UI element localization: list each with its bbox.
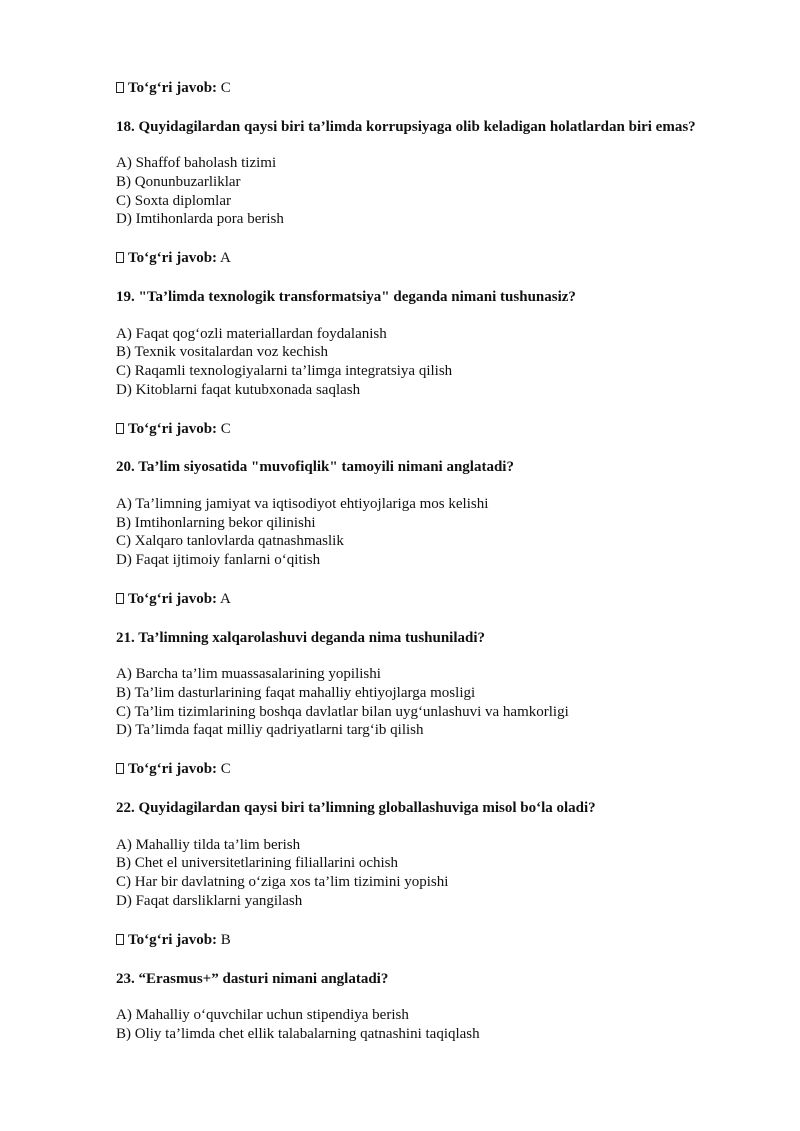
option-item: C) Soxta diplomlar	[116, 192, 231, 209]
answer-label: To‘g‘ri javob:	[128, 250, 218, 267]
answer-line	[116, 590, 756, 609]
checkbox-icon	[116, 763, 124, 774]
answer-line	[116, 931, 756, 950]
answer-label: To‘g‘ri javob:	[128, 80, 218, 96]
answer-line	[116, 249, 756, 268]
answer-value: C	[220, 80, 231, 96]
option-item: D) Faqat darsliklarni yangilash	[116, 892, 303, 909]
option-item: D) Faqat ijtimoiy fanlarni o‘qitish	[116, 551, 321, 568]
question-block	[116, 118, 756, 268]
option-item: D) Ta’limda faqat milliy qadriyatlarni targ‘ib qilish	[116, 722, 424, 739]
question-title: 21. Ta’limning xalqarolashuvi deganda nima tushuniladi?	[116, 629, 486, 646]
option-item: B) Texnik vositalardan voz kechish	[116, 344, 328, 361]
option-item: B) Qonunbuzarliklar	[116, 173, 241, 190]
question-title: 23. “Erasmus+” dasturi nimani anglatadi?	[116, 970, 389, 987]
question-block	[116, 458, 756, 608]
answer-label: To‘g‘ri javob:	[128, 591, 218, 608]
option-item: A) Mahalliy o‘quvchilar uchun stipendiya berish	[116, 1007, 409, 1024]
option-item: A) Ta’limning jamiyat va iqtisodiyot ehtiyojlariga mos kelishi	[116, 496, 489, 513]
answer-line	[116, 79, 756, 98]
answer-value: A	[219, 250, 231, 267]
option-item: B) Oliy ta’limda chet ellik talabalarning qatnashini taqiqlash	[116, 1025, 480, 1042]
options-list	[116, 325, 756, 399]
answer-value: B	[220, 931, 231, 948]
option-item: D) Imtihonlarda pora berish	[116, 211, 284, 228]
answer-value: C	[220, 761, 231, 778]
question-block	[116, 629, 756, 779]
answer-label: To‘g‘ri javob:	[128, 420, 218, 437]
answer-value: A	[219, 591, 231, 608]
answer-label: To‘g‘ri javob:	[128, 761, 218, 778]
checkbox-icon	[116, 934, 124, 945]
checkbox-icon	[116, 82, 124, 93]
question-title: 20. Ta’lim siyosatida "muvofiqlik" tamoyili nimani anglatadi?	[116, 459, 514, 476]
options-list	[116, 1006, 756, 1043]
options-list	[116, 495, 756, 569]
options-list	[116, 836, 756, 910]
option-item: D) Kitoblarni faqat kutubxonada saqlash	[116, 381, 361, 398]
question-block	[116, 288, 756, 438]
option-item: A) Mahalliy tilda ta’lim berish	[116, 836, 301, 853]
option-item: A) Shaffof baholash tizimi	[116, 155, 277, 172]
option-item: B) Chet el universitetlarining filiallarini ochish	[116, 855, 399, 872]
option-item: A) Barcha ta’lim muassasalarining yopilishi	[116, 666, 381, 683]
question-title: 19. "Ta’limda texnologik transformatsiya" deganda nimani tushunasiz?	[116, 289, 576, 306]
options-list	[116, 154, 756, 228]
options-list	[116, 665, 756, 739]
checkbox-icon	[116, 423, 124, 434]
checkbox-icon	[116, 252, 124, 263]
option-item: C) Xalqaro tanlovlarda qatnashmaslik	[116, 533, 344, 550]
option-item: B) Imtihonlarning bekor qilinishi	[116, 514, 316, 531]
checkbox-icon	[116, 593, 124, 604]
answer-label: To‘g‘ri javob:	[128, 931, 218, 948]
option-item: C) Raqamli texnologiyalarni ta’limga integratsiya qilish	[116, 362, 453, 379]
answer-line	[116, 760, 756, 779]
question-block	[116, 799, 756, 949]
option-item: C) Ta’lim tizimlarining boshqa davlatlar bilan uyg‘unlashuvi va hamkorligi	[116, 703, 569, 720]
option-item: A) Faqat qog‘ozli materiallardan foydalanish	[116, 325, 387, 342]
option-item: B) Ta’lim dasturlarining faqat mahalliy ehtiyojlarga mosligi	[116, 685, 476, 701]
question-title: 22. Quyidagilardan qaysi biri ta’limning globallashuviga misol bo‘la oladi?	[116, 800, 596, 817]
option-item: C) Har bir davlatning o‘ziga xos ta’lim tizimini yopishi	[116, 873, 449, 890]
question-title: 18. Quyidagilardan qaysi biri ta’limda korrupsiyaga olib keladigan holatlardan biri emas?	[116, 118, 696, 135]
document-page	[116, 79, 756, 1064]
question-block	[116, 970, 756, 1044]
answer-value: C	[220, 420, 231, 437]
answer-line	[116, 420, 756, 439]
